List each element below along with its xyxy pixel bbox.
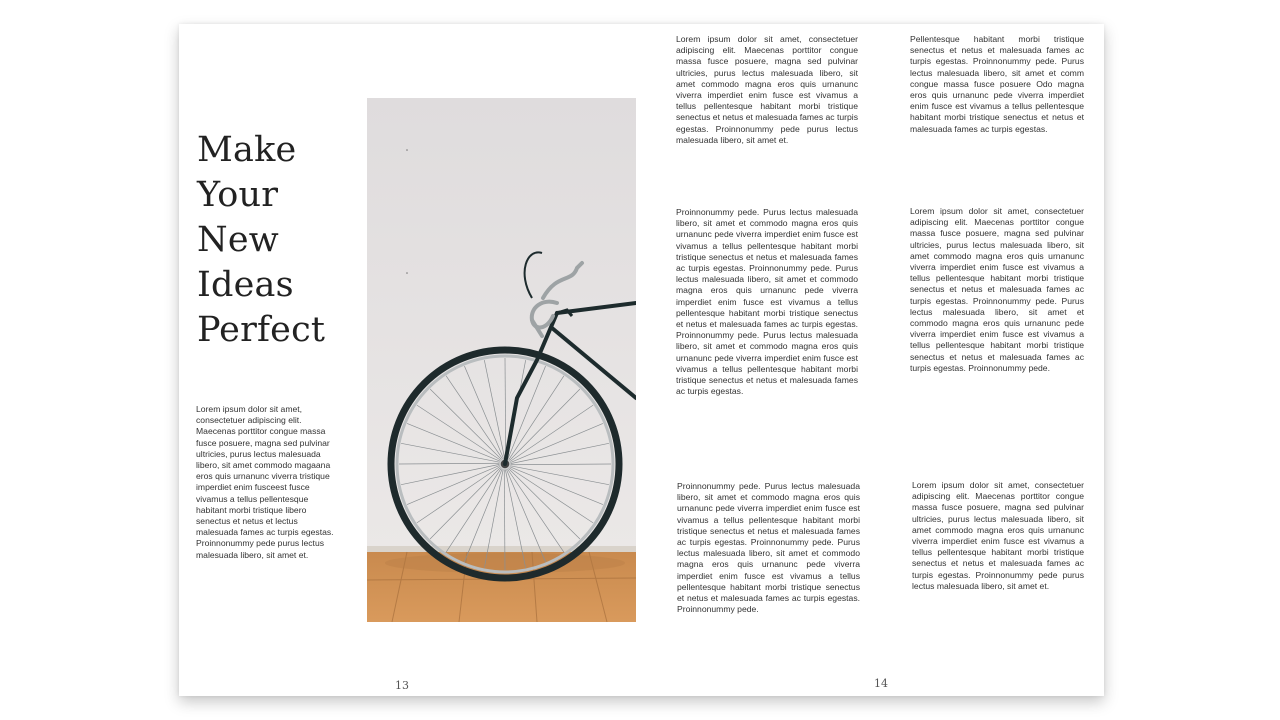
right-col1-para1: Lorem ipsum dolor sit amet, consectetuer adipiscing elit. Maecenas porttitor congue massa fusce posuere, magna sed pulvinar ultricies, purus lectus malesuada libero, sit amet commodo magna eros quis urnanunc viverra imperdiet enim fusce est vivamus a tellus pellentesque habitant morbi tristique senectus et netus et malesuada fames ac turpis egestas. Proinnonummy pede purus lectus malesuada libero, sit amet et. [676, 34, 859, 145]
right-col2-para2: Lorem ipsum dolor sit amet, consectetuer adipiscing elit. Maecenas porttitor congue massa fusce posuere, magna sed pulvinar ultricies, purus lectus malesuada libero, sit amet commodo magna eros quis urnanunc viverra imperdiet enim fusce est vivamus a tellus pellentesque habitant morbi tristique senectus et netus et malesuada fames ac turpis egestas. Proinnonummy pede. Purus lectus malesuada libero, sit amet et commodo magna eros quis urnanunc pede viverra imperdiet enim fusce est vivamus a tellus pellentesque habitant morbi tristique senectus et netus et malesuada fames ac turpis egestas. Proinnonummy pede. [910, 206, 1084, 373]
headline-line: Ideas [197, 265, 294, 305]
headline-line: New [197, 220, 279, 260]
right-col2-para3: Lorem ipsum dolor sit amet, consectetuer adipiscing elit. Maecenas porttitor congue massa fusce posuere, magna sed pulvinar ultricies, purus lectus malesuada libero, sit amet commodo magna eros quis urnanunc viverra imperdiet enim fusce est vivamus a tellus pellentesque habitant morbi tristique senectus et netus et malesuada fames ac turpis egestas. Proinnonummy pede purus lectus malesuada libero, sit amet et. [912, 480, 1084, 591]
page-number-left: 13 [395, 679, 409, 692]
right-col1-para3: Proinnonummy pede. Purus lectus malesuada libero, sit amet et commodo magna eros quis urnanunc pede viverra imperdiet enim fusce est vivamus a tellus pellentesque habitant morbi tristique senectus et netus et malesuada fames ac turpis egestas. Proinnonummy pede. Purus lectus malesuada libero, sit amet et commodo magna eros quis urnanunc pede viverra imperdiet enim fusce est vivamus a tellus pellentesque habitant morbi tristique senectus et netus et malesuada fames ac turpis egestas. Proinnonummy pede. [677, 481, 860, 615]
right-col1-para2: Proinnonummy pede. Purus lectus malesuada libero, sit amet et commodo magna eros quis urnanunc pede viverra imperdiet enim fusce est vivamus a tellus pellentesque habitant morbi tristique senectus et netus et malesuada fames ac turpis egestas. Proinnonummy pede. Purus lectus malesuada libero, sit amet et commodo magna eros quis urnanunc pede viverra imperdiet enim fusce est vivamus a tellus pellentesque habitant morbi tristique senectus et netus et malesuada fames ac turpis egestas. Proinnonummy pede. Purus lectus malesuada libero, sit amet et commodo magna eros quis urnanunc pede viverra imperdiet enim fusce est vivamus a tellus pellentesque habitant morbi tristique senectus et netus et malesuada fames ac turpis egestas. [676, 207, 858, 397]
headline-line: Perfect [197, 310, 326, 350]
intro-paragraph: Lorem ipsum dolor sit amet, consectetuer adipiscing elit. Maecenas porttitor congue massa fusce posuere, magna sed pulvinar ultricies, purus lectus malesuada libero, sit amet commodo magaana eros quis urnanunc viverra tristique imperdiet enim fusceest fusce vivamus a tellus pellentesque habitant morbi tristique libero senectus et netus et lectus malesuada fames ac turpis egestas. Proinnonummy pede purus lectus malesuada libero, sit amet et. [196, 404, 334, 560]
page-number-right: 14 [874, 677, 888, 690]
bicycle-photo [367, 98, 636, 622]
page-headline [197, 128, 347, 353]
headline-line: Your [197, 175, 279, 215]
headline-line: Make [197, 130, 297, 170]
right-col2-para1: Pellentesque habitant morbi tristique senectus et netus et malesuada fames ac turpis egestas. Proinnonummy pede. Purus lectus malesuada libero, sit amet et comm congue massa fusce posuere Odo magna eros quis urnanunc pede viverra imperdiet enim fusce est vivamus a tellus pellentesque habitant morbi tristique senectus et netus et malesuada fames ac turpis egestas. [910, 34, 1084, 134]
